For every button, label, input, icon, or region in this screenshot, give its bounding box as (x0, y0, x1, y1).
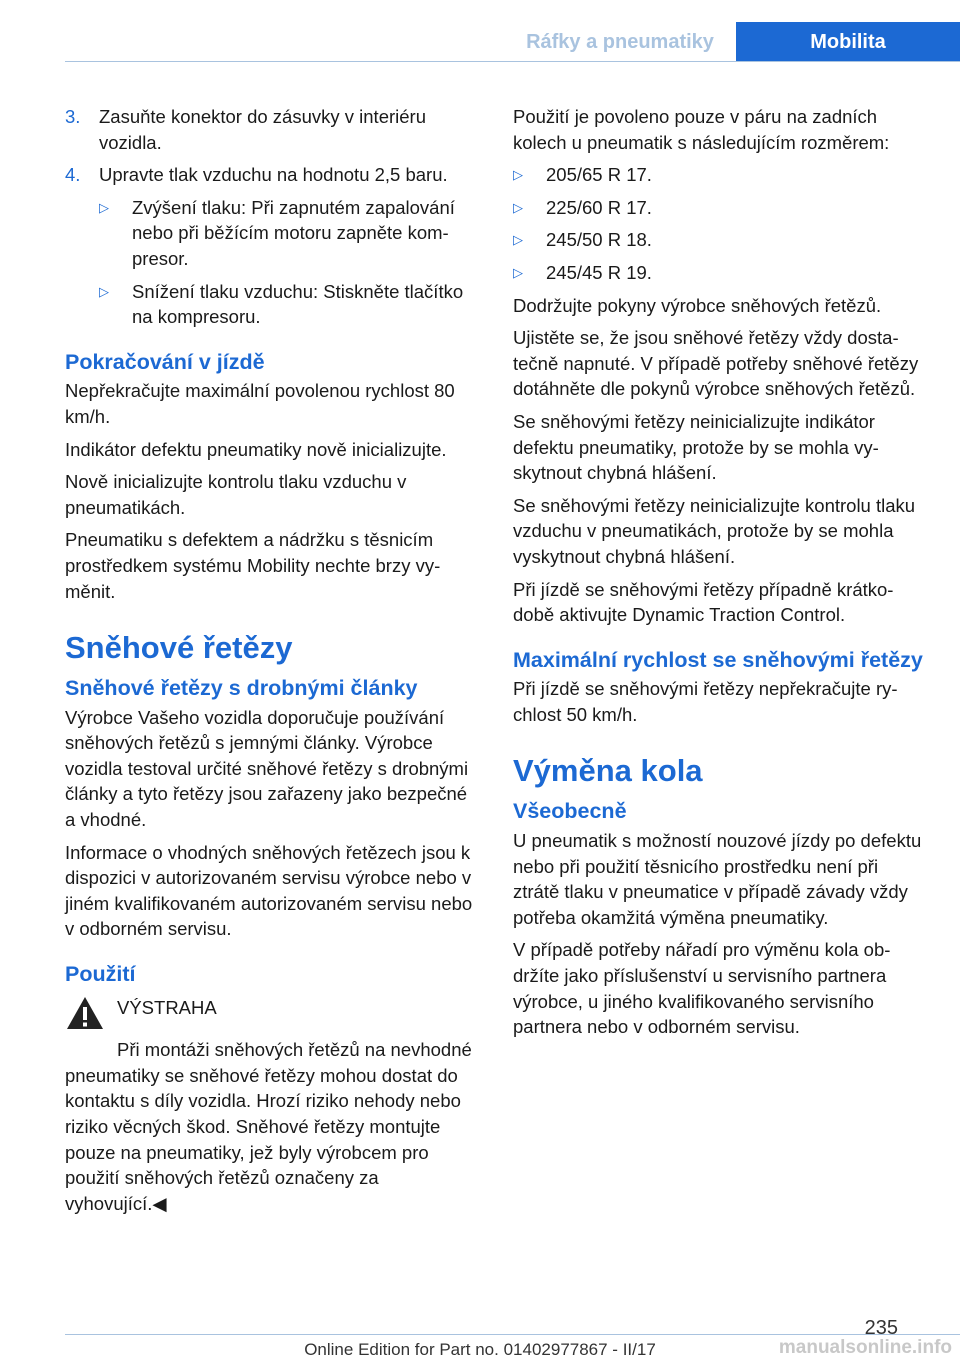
paragraph: Pneumatiku s defektem a nádržku s těsnicím prostředkem systému Mobility nechte brzy vyměnit. (65, 529, 441, 602)
paragraph: Informace o vhodných sněhových řetězech jsou k dispozici v autorizovaném servisu výrobce nebo v jiném kvalifikovaném autorizovaném servisu nebo v odborném servisu. (65, 841, 473, 940)
step-number: 4. (65, 164, 81, 186)
tire-size: 225/60 R 17. (546, 196, 652, 218)
step-text: Upravte tlak vzduchu na hodnotu 2,5 baru. (99, 164, 448, 186)
list-item (99, 279, 477, 330)
list-item (513, 162, 925, 188)
chapter-header (504, 22, 960, 62)
paragraph: Ujistěte se, že jsou sněhové řetězy vždy dostatečně napnuté. V případě potřeby sněhové řetězy dotáhněte dle pokynů výrobce sněhových řetězů. (513, 327, 919, 400)
section-heading: Použití (65, 962, 136, 987)
paragraph: U pneumatik s možností nouzové jízdy po defektu nebo při použití těsnicího prostředku není při ztrátě tlaku v pneumatice v případě závady vždy potřeba okamžitá výměna pneumatiky. (513, 830, 922, 928)
watermark: manualsonline.info (778, 1337, 952, 1358)
paragraph: Nově inicializujte kontrolu tlaku vzduchu v pneumatikách. (65, 471, 407, 518)
chapter-title: Výměna kola (513, 753, 703, 789)
footer-divider (65, 1334, 960, 1335)
list-item-text: Zvýšení tlaku: Při zapnutém zapalování nebo při běžícím motoru zapněte kompresor. (132, 196, 455, 269)
list-item-text: Snížení tlaku vzduchu: Stiskněte tlačítko na kompresoru. (132, 280, 464, 328)
triangle-bullet-icon: ▷ (513, 167, 523, 183)
paragraph: Výrobce Vašeho vozidla doporučuje používání sněhových řetězů s jemnými články. Výrobce vozidla testoval určité sněhové řetězy s drobnými články a tyto řetězy jsou zařazeny jako bezpečné a vhodné. (65, 706, 469, 831)
warning-body: Při montáži sněhových řetězů na nevhodné pneumatiky se sněhové řetězy mohou dostat do kontaktu s díly vozidla. Hrozí riziko nehody nebo riziko věcných škod. Sněhové řetězy montujte pouze na pneumatiky, jež byly výrobcem pro použití sněhových řetězů označeny za vyhovující.◀ (65, 1039, 472, 1214)
tire-size: 245/45 R 19. (546, 261, 652, 283)
step-number: 3. (65, 106, 81, 127)
paragraph: Se sněhovými řetězy neinicializujte kontrolu tlaku vzduchu v pneumatikách, protože by se mohla vyskytnout chybná hlášení. (513, 494, 916, 567)
list-item (513, 227, 925, 253)
right-column (513, 104, 925, 1047)
triangle-bullet-icon: ▷ (513, 264, 523, 280)
edition-note: Online Edition for Part no. 01402977867 - II/17 (304, 1340, 656, 1359)
paragraph: Použití je povoleno pouze v páru na zadních kolech u pneumatik s následujícím rozměrem: (513, 106, 890, 153)
triangle-bullet-icon: ▷ (513, 232, 523, 248)
tire-size: 245/50 R 18. (546, 229, 652, 251)
warning-text (65, 1037, 477, 1216)
triangle-bullet-icon: ▷ (99, 283, 109, 299)
paragraph: Dodržujte pokyny výrobce sněhových řetězů. (513, 294, 882, 316)
left-column (65, 104, 477, 1223)
paragraph: Při jízdě se sněhovými řetězy případně krátkodobě aktivujte Dynamic Traction Control. (513, 578, 894, 626)
chapter-tab: Mobilita (736, 22, 960, 62)
list-item (99, 195, 477, 272)
section-tab: Ráfky a pneumatiky (526, 31, 714, 53)
step-text: Zasuňte konektor do zásuvky v interiéru vozidla. (99, 106, 426, 153)
step-item (65, 104, 477, 155)
warning-triangle-icon (65, 995, 117, 1038)
warning-title: VÝSTRAHA (117, 996, 217, 1018)
step-item (65, 162, 477, 188)
section-heading: Pokračování v jízdě (65, 349, 265, 374)
section-heading: Maximální rychlost se sněhovými řetězy (513, 647, 923, 672)
paragraph: Se sněhovými řetězy neinicializujte indikátor defektu pneumatiky, protože by se mohla vyskytnout chybná hlášení. (513, 410, 879, 484)
page-number: 235 (864, 1317, 898, 1339)
list-item (513, 260, 925, 286)
triangle-bullet-icon: ▷ (99, 199, 109, 215)
paragraph: V případě potřeby nářadí pro výměnu kola obdržíte jako příslušenství u servisního partnera výrobce, u jiného kvalifikovaného servisního partnera nebo v odborném servisu. (513, 939, 891, 1038)
section-heading: Sněhové řetězy s drobnými články (65, 676, 418, 701)
chapter-title: Sněhové řetězy (65, 630, 293, 666)
paragraph: Nepřekračujte maximální povolenou rychlost 80 km/h. (65, 380, 455, 427)
paragraph: Indikátor defektu pneumatiky nově inicializujte. (65, 438, 447, 460)
list-item (513, 195, 925, 221)
triangle-bullet-icon: ▷ (513, 199, 523, 215)
header-divider (65, 61, 960, 62)
section-heading: Všeobecně (513, 799, 627, 824)
paragraph: Při jízdě se sněhovými řetězy nepřekračujte rychlost 50 km/h. (513, 678, 898, 725)
warning-box (65, 995, 477, 1038)
tire-size: 205/65 R 17. (546, 164, 652, 186)
